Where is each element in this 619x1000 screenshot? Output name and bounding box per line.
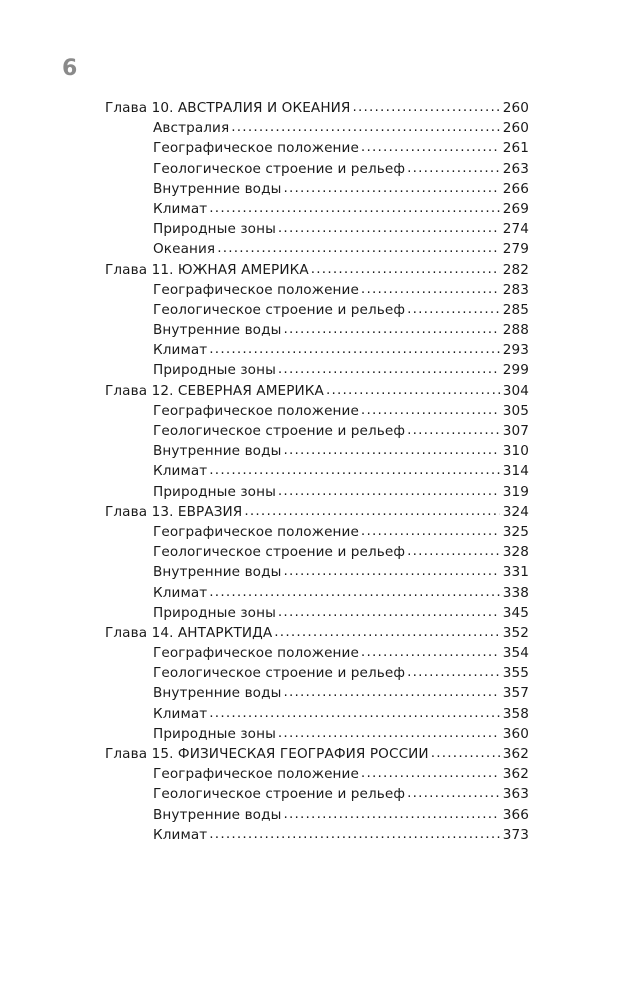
dot-leader — [361, 524, 500, 536]
toc-entry-page: 363 — [502, 786, 529, 803]
toc-entry-title: Природные зоны — [153, 725, 276, 742]
dot-leader — [283, 685, 499, 697]
toc-section-entry — [105, 322, 529, 342]
dot-leader — [283, 564, 499, 576]
dot-leader — [274, 625, 499, 637]
dot-leader — [407, 544, 500, 556]
toc-entry-page: 269 — [502, 200, 529, 217]
dot-leader — [361, 403, 500, 415]
toc-section-entry — [105, 766, 529, 786]
toc-entry-page: 282 — [502, 261, 529, 278]
dot-leader — [361, 645, 500, 657]
toc-entry-title: Природные зоны — [153, 221, 276, 238]
toc-section-entry — [105, 241, 529, 261]
toc-chapter-entry — [105, 383, 529, 403]
toc-entry-page: 362 — [502, 766, 529, 783]
toc-entry-page: 338 — [502, 584, 529, 601]
toc-entry-page: 307 — [502, 423, 529, 439]
toc-entry-page: 328 — [502, 544, 529, 561]
toc-section-entry — [105, 726, 529, 746]
toc-section-entry — [105, 786, 529, 806]
toc-entry-title: Австралия — [153, 120, 230, 137]
toc-entry-title: Географическое положение — [153, 645, 359, 662]
toc-entry-title: Геологическое строение и рельеф — [153, 423, 406, 439]
toc-entry-page: 362 — [502, 746, 529, 762]
dot-leader — [283, 807, 499, 819]
dot-leader — [407, 302, 500, 314]
toc-entry-title: Внутренние воды — [153, 322, 282, 339]
toc-entry-title: Глава 10. АВСТРАЛИЯ И ОКЕАНИЯ — [105, 100, 351, 116]
toc-entry-page: 304 — [502, 382, 529, 399]
dot-leader — [278, 726, 500, 738]
toc-entry-title: Внутренние воды — [153, 806, 282, 823]
toc-section-entry — [105, 706, 529, 726]
toc-entry-title: Геологическое строение и рельеф — [153, 544, 406, 561]
toc-entry-title: Глава 14. АНТАРКТИДА — [105, 624, 273, 641]
toc-section-entry — [105, 362, 529, 382]
toc-entry-page: 299 — [502, 362, 529, 379]
toc-entry-page: 274 — [502, 221, 529, 238]
dot-leader — [407, 665, 500, 677]
toc-entry-title: Геологическое строение и рельеф — [153, 301, 406, 318]
toc-section-entry — [105, 181, 529, 201]
toc-entry-page: 260 — [502, 120, 529, 137]
dot-leader — [283, 181, 499, 193]
toc-entry-title: Геологическое строение и рельеф — [153, 665, 406, 682]
toc-entry-page: 354 — [502, 645, 529, 662]
toc-section-entry — [105, 302, 529, 322]
toc-entry-title: Географическое положение — [153, 281, 359, 298]
toc-entry-page: 263 — [502, 160, 529, 177]
toc-entry-title: Внутренние воды — [153, 564, 282, 581]
toc-entry-page: 357 — [502, 685, 529, 702]
toc-section-entry — [105, 827, 529, 847]
page-number: 6 — [62, 56, 78, 81]
dot-leader — [231, 120, 499, 132]
dot-leader — [352, 100, 499, 112]
toc-entry-title: Внутренние воды — [153, 685, 282, 702]
toc-entry-title: Климат — [153, 200, 208, 217]
toc-section-entry — [105, 544, 529, 564]
toc-section-entry — [105, 685, 529, 705]
toc-section-entry — [105, 201, 529, 221]
toc-entry-page: 373 — [502, 826, 529, 843]
toc-entry-title: Климат — [153, 342, 208, 359]
toc-entry-page: 305 — [502, 402, 529, 419]
toc-chapter-entry — [105, 262, 529, 282]
toc-entry-title: Климат — [153, 463, 208, 480]
dot-leader — [278, 362, 500, 374]
dot-leader — [278, 484, 500, 496]
toc-entry-page: 324 — [502, 503, 529, 520]
toc-entry-page: 366 — [502, 806, 529, 823]
toc-entry-title: Географическое положение — [153, 766, 359, 783]
dot-leader — [361, 140, 500, 152]
toc-entry-title: Климат — [153, 705, 208, 722]
toc-section-entry — [105, 585, 529, 605]
dot-leader — [431, 746, 500, 758]
toc-entry-page: 325 — [502, 523, 529, 540]
toc-section-entry — [105, 161, 529, 181]
dot-leader — [311, 262, 500, 274]
toc-section-entry — [105, 484, 529, 504]
table-of-contents — [105, 100, 529, 847]
toc-section-entry — [105, 807, 529, 827]
toc-entry-title: Океания — [153, 241, 216, 258]
dot-leader — [209, 827, 499, 839]
toc-entry-title: Глава 12. СЕВЕРНАЯ АМЕРИКА — [105, 382, 324, 399]
dot-leader — [209, 342, 499, 354]
toc-entry-title: Климат — [153, 826, 208, 843]
toc-entry-title: Глава 13. ЕВРАЗИЯ — [105, 503, 243, 520]
toc-chapter-entry — [105, 100, 529, 120]
toc-entry-page: 358 — [502, 705, 529, 722]
toc-entry-title: Географическое положение — [153, 523, 359, 540]
toc-section-entry — [105, 221, 529, 241]
toc-entry-page: 360 — [502, 725, 529, 742]
toc-section-entry — [105, 645, 529, 665]
toc-entry-page: 319 — [502, 483, 529, 500]
toc-chapter-entry — [105, 746, 529, 766]
dot-leader — [209, 201, 499, 213]
toc-entry-page: 266 — [502, 180, 529, 197]
toc-entry-title: Географическое положение — [153, 402, 359, 419]
toc-entry-title: Геологическое строение и рельеф — [153, 160, 406, 177]
toc-entry-title: Климат — [153, 584, 208, 601]
toc-entry-title: Геологическое строение и рельеф — [153, 786, 406, 803]
dot-leader — [278, 221, 500, 233]
toc-entry-page: 288 — [502, 322, 529, 339]
toc-entry-page: 260 — [502, 100, 529, 116]
toc-entry-page: 345 — [502, 604, 529, 621]
dot-leader — [244, 504, 499, 516]
toc-section-entry — [105, 423, 529, 443]
dot-leader — [283, 322, 499, 334]
toc-section-entry — [105, 524, 529, 544]
toc-entry-page: 314 — [502, 463, 529, 480]
toc-section-entry — [105, 282, 529, 302]
toc-entry-page: 352 — [502, 624, 529, 641]
toc-entry-page: 283 — [502, 281, 529, 298]
toc-entry-page: 331 — [502, 564, 529, 581]
dot-leader — [209, 706, 499, 718]
toc-entry-page: 310 — [502, 443, 529, 460]
dot-leader — [278, 605, 500, 617]
dot-leader — [407, 786, 500, 798]
toc-entry-title: Внутренние воды — [153, 443, 282, 460]
toc-section-entry — [105, 564, 529, 584]
toc-section-entry — [105, 403, 529, 423]
toc-section-entry — [105, 605, 529, 625]
toc-entry-page: 285 — [502, 301, 529, 318]
toc-entry-page: 279 — [502, 241, 529, 258]
dot-leader — [283, 443, 499, 455]
dot-leader — [361, 766, 500, 778]
toc-section-entry — [105, 140, 529, 160]
toc-entry-title: Природные зоны — [153, 362, 276, 379]
toc-entry-page: 261 — [502, 140, 529, 157]
toc-section-entry — [105, 665, 529, 685]
toc-entry-page: 355 — [502, 665, 529, 682]
dot-leader — [209, 463, 499, 475]
toc-entry-title: Внутренние воды — [153, 180, 282, 197]
toc-entry-title: Глава 11. ЮЖНАЯ АМЕРИКА — [105, 261, 309, 278]
dot-leader — [361, 282, 500, 294]
dot-leader — [209, 585, 499, 597]
toc-entry-title: Глава 15. ФИЗИЧЕСКАЯ ГЕОГРАФИЯ РОССИИ — [105, 746, 429, 762]
toc-chapter-entry — [105, 504, 529, 524]
dot-leader — [326, 383, 500, 395]
toc-entry-title: Географическое положение — [153, 140, 359, 157]
dot-leader — [217, 241, 500, 253]
toc-entry-title: Природные зоны — [153, 483, 276, 500]
toc-chapter-entry — [105, 625, 529, 645]
toc-entry-page: 293 — [502, 342, 529, 359]
toc-section-entry — [105, 443, 529, 463]
toc-entry-title: Природные зоны — [153, 604, 276, 621]
toc-section-entry — [105, 463, 529, 483]
dot-leader — [407, 161, 500, 173]
toc-section-entry — [105, 120, 529, 140]
dot-leader — [407, 423, 500, 435]
toc-section-entry — [105, 342, 529, 362]
